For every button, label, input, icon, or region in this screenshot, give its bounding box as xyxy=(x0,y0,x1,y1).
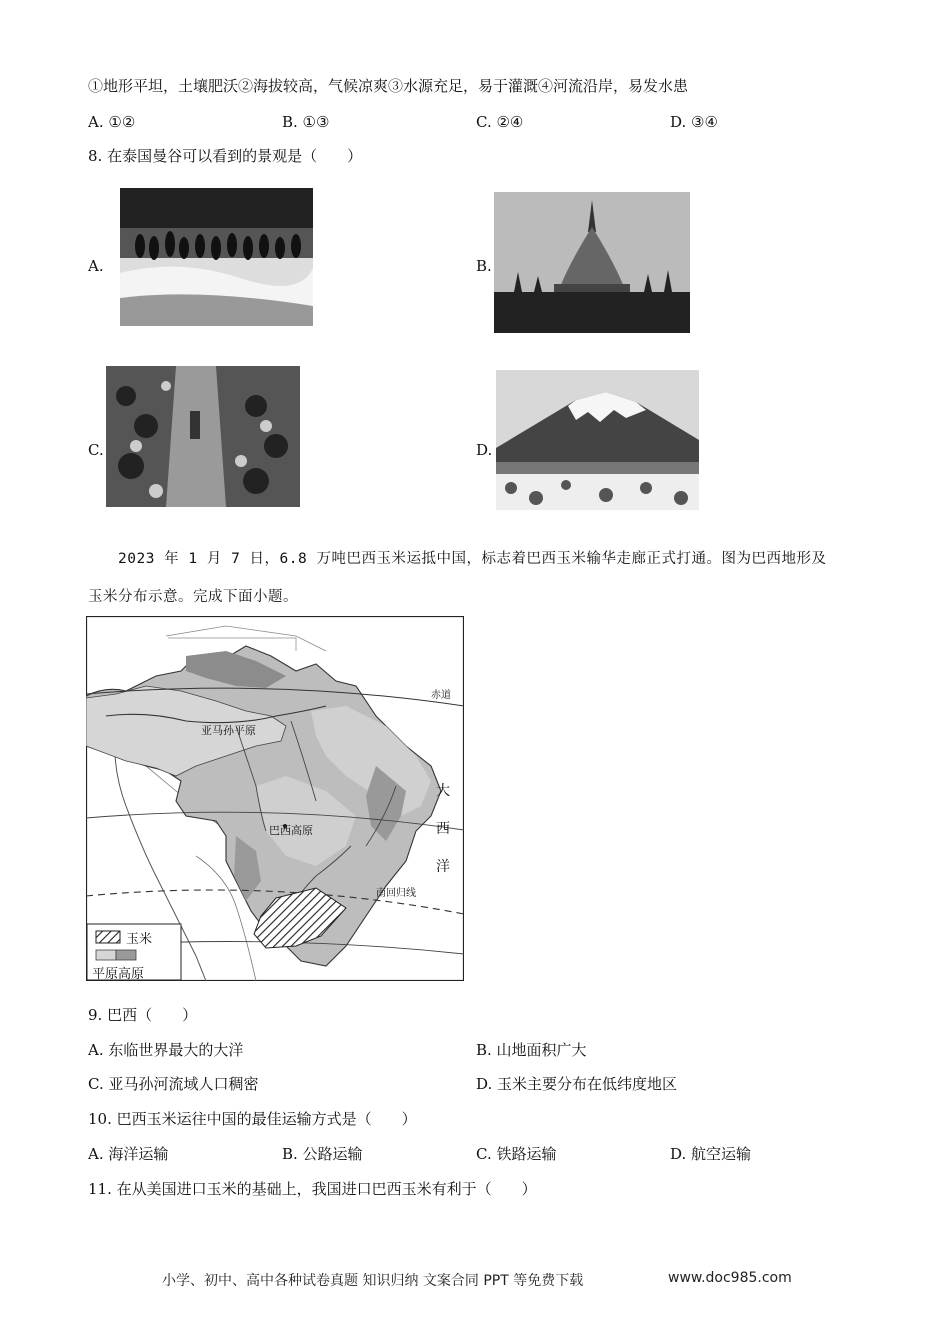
q11-stem: 11. 在从美国进口玉米的基础上，我国进口巴西玉米有利于（ ） xyxy=(88,1180,537,1198)
passage-line-1: 2023 年 1 月 7 日，6.8 万吨巴西玉米运抵中国，标志着巴西玉米输华走廊正式打通。图为巴西地形及 xyxy=(118,551,827,567)
q7-option-c: C. ②④ xyxy=(476,113,524,131)
q7-statements: ①地形平坦，土壤肥沃②海拔较高，气候凉爽③水源充足，易于灌溉④河流沿岸，易发水患 xyxy=(88,77,689,95)
q9-option-d: D. 玉米主要分布在低纬度地区 xyxy=(476,1075,678,1093)
q9-stem: 9. 巴西（ ） xyxy=(88,1006,198,1024)
equator-label: 赤道 xyxy=(431,690,451,701)
q7-option-d: D. ③④ xyxy=(670,113,718,131)
q10-option-c: C. 铁路运输 xyxy=(476,1145,557,1163)
legend-terrain-label: 平原高原 xyxy=(92,967,145,982)
footer-text: 小学、初中、高中各种试卷真题 知识归纳 文案合同 PPT 等免费下载 xyxy=(162,1273,584,1289)
q10-stem: 10. 巴西玉米运往中国的最佳运输方式是（ ） xyxy=(88,1110,417,1128)
brazil-terrain-map xyxy=(86,616,464,981)
amazon-plain-label: 亚马孙平原 xyxy=(201,724,256,737)
q9-option-b: B. 山地面积广大 xyxy=(476,1041,587,1059)
q8-option-a-label: A. xyxy=(88,257,104,275)
q10-option-d: D. 航空运输 xyxy=(670,1145,752,1163)
footer-url[interactable]: www.doc985.com xyxy=(668,1270,792,1286)
q10-option-b: B. 公路运输 xyxy=(282,1145,363,1163)
legend-corn-label: 玉米 xyxy=(126,932,153,947)
q7-option-b: B. ①③ xyxy=(282,113,330,131)
atlantic-char-2: 西 xyxy=(436,821,450,837)
q10-option-a: A. 海洋运输 xyxy=(88,1145,169,1163)
brazil-plateau-label: 巴西高原 xyxy=(269,824,313,837)
atlantic-char-1: 大 xyxy=(436,783,450,799)
q9-option-a: A. 东临世界最大的大洋 xyxy=(88,1041,244,1059)
q8-option-c-label: C. xyxy=(88,441,104,459)
q8-option-d-label: D. xyxy=(476,441,493,459)
q8-stem: 8. 在泰国曼谷可以看到的景观是（ ） xyxy=(88,147,363,165)
q7-option-a: A. ①② xyxy=(88,113,136,131)
snow-mountain-photo xyxy=(496,370,699,510)
q9-option-c: C. 亚马孙河流域人口稠密 xyxy=(88,1075,259,1093)
q8-option-b-label: B. xyxy=(476,257,492,275)
penguins-photo xyxy=(120,188,313,326)
tropic-label: 南回归线 xyxy=(376,888,416,899)
atlantic-char-3: 洋 xyxy=(436,859,450,875)
passage-line-2: 玉米分布示意。完成下面小题。 xyxy=(88,589,298,605)
floating-market-photo xyxy=(106,366,300,507)
pagoda-photo xyxy=(494,192,690,333)
